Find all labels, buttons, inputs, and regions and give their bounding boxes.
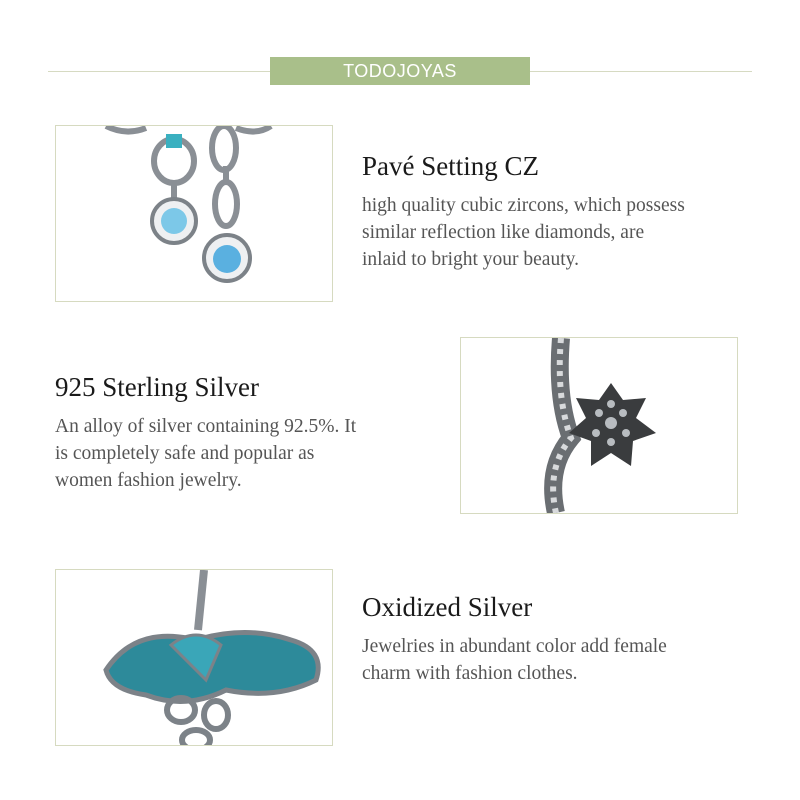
description-line: inlaid to bright your beauty. [362, 249, 579, 270]
section-title: Oxidized Silver [362, 592, 533, 622]
section-pave-setting [362, 150, 685, 273]
section-title: 925 Sterling Silver [55, 372, 259, 402]
section-oxidized-silver [362, 591, 667, 687]
description-line: high quality cubic zircons, which possess [362, 195, 685, 216]
product-image-oxidized-flower [55, 569, 333, 746]
description-line: charm with fashion clothes. [362, 663, 578, 684]
product-image-silver-flower [460, 337, 738, 514]
description-line: women fashion jewelry. [55, 470, 242, 491]
section-description [362, 192, 685, 273]
description-line: An alloy of silver containing 92.5%. It [55, 416, 357, 437]
product-image-cz-drops [55, 125, 333, 302]
brand-banner: TODOJOYAS [270, 57, 530, 85]
section-title: Pavé Setting CZ [362, 151, 539, 181]
description-line: similar reflection like diamonds, are [362, 222, 645, 243]
section-description [55, 413, 356, 494]
section-description [362, 633, 667, 687]
description-line: is completely safe and popular as [55, 443, 315, 464]
description-line: Jewelries in abundant color add female [362, 636, 667, 657]
section-sterling-silver [55, 371, 356, 494]
